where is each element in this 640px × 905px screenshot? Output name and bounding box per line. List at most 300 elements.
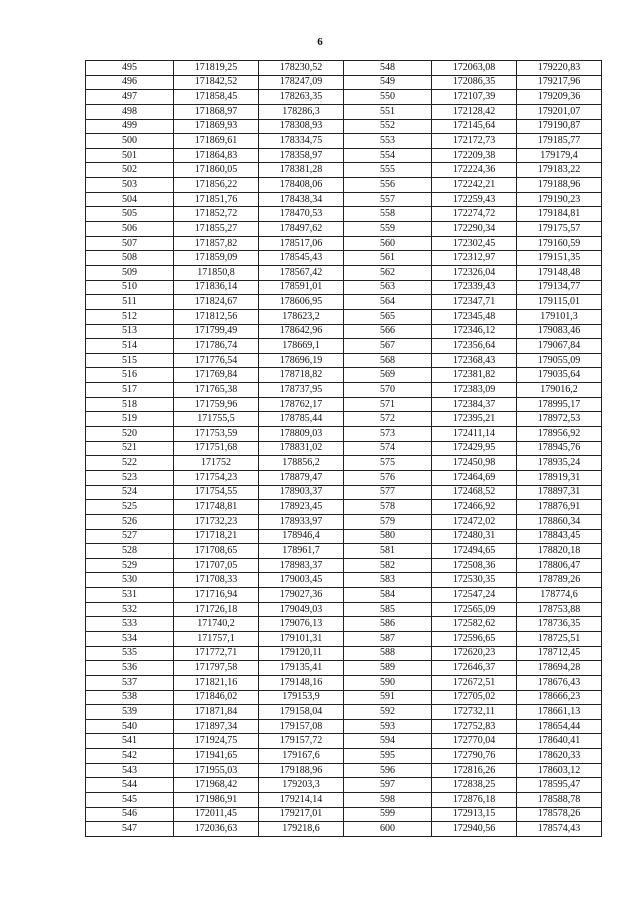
x-coordinate-right: 172494,65: [432, 544, 517, 559]
y-coordinate-right: 179175,57: [517, 222, 602, 237]
x-coordinate-right: 172464,69: [432, 470, 517, 485]
x-coordinate-right: 172547,24: [432, 588, 517, 603]
x-coordinate-left: 171850,8: [174, 265, 259, 280]
y-coordinate-right: 178972,53: [517, 412, 602, 427]
point-number-left: 500: [86, 134, 174, 149]
x-coordinate-right: 172224,36: [432, 163, 517, 178]
y-coordinate-left: 178497,62: [259, 222, 344, 237]
y-coordinate-left: 179203,3: [259, 778, 344, 793]
y-coordinate-right: 179115,01: [517, 295, 602, 310]
x-coordinate-left: 171812,56: [174, 309, 259, 324]
point-number-right: 592: [344, 705, 432, 720]
x-coordinate-left: 171871,84: [174, 705, 259, 720]
table-row: [86, 573, 602, 588]
x-coordinate-right: 172368,43: [432, 353, 517, 368]
point-number-right: 570: [344, 383, 432, 398]
y-coordinate-left: 178606,95: [259, 295, 344, 310]
point-number-right: 568: [344, 353, 432, 368]
point-number-right: 583: [344, 573, 432, 588]
y-coordinate-left: 179188,96: [259, 763, 344, 778]
table-row: [86, 427, 602, 442]
table-row: [86, 163, 602, 178]
x-coordinate-right: 172384,37: [432, 397, 517, 412]
page-number: 6: [317, 36, 323, 48]
point-number-right: 571: [344, 397, 432, 412]
y-coordinate-left: 178856,2: [259, 456, 344, 471]
table-row: [86, 544, 602, 559]
x-coordinate-left: 171799,49: [174, 324, 259, 339]
y-coordinate-right: 178806,47: [517, 558, 602, 573]
point-number-right: 569: [344, 368, 432, 383]
x-coordinate-left: 171716,94: [174, 588, 259, 603]
point-number-right: 599: [344, 807, 432, 822]
y-coordinate-right: 179188,96: [517, 178, 602, 193]
point-number-left: 528: [86, 544, 174, 559]
y-coordinate-left: 178961,7: [259, 544, 344, 559]
x-coordinate-right: 172345,48: [432, 309, 517, 324]
table-row: [86, 778, 602, 793]
y-coordinate-right: 179016,2: [517, 383, 602, 398]
point-number-right: 573: [344, 427, 432, 442]
table-row: [86, 602, 602, 617]
y-coordinate-right: 178919,31: [517, 470, 602, 485]
x-coordinate-right: 172480,31: [432, 529, 517, 544]
x-coordinate-left: 171754,55: [174, 485, 259, 500]
y-coordinate-right: 178725,51: [517, 631, 602, 646]
table-row: [86, 661, 602, 676]
y-coordinate-right: 178935,24: [517, 456, 602, 471]
point-number-left: 531: [86, 588, 174, 603]
point-number-right: 578: [344, 500, 432, 515]
point-number-left: 515: [86, 353, 174, 368]
y-coordinate-right: 178843,45: [517, 529, 602, 544]
y-coordinate-right: 178595,47: [517, 778, 602, 793]
table-row: [86, 75, 602, 90]
point-number-left: 541: [86, 734, 174, 749]
point-number-right: 582: [344, 558, 432, 573]
y-coordinate-left: 178381,28: [259, 163, 344, 178]
point-number-left: 547: [86, 822, 174, 837]
point-number-right: 595: [344, 749, 432, 764]
x-coordinate-right: 172940,56: [432, 822, 517, 837]
x-coordinate-left: 171740,2: [174, 617, 259, 632]
point-number-right: 555: [344, 163, 432, 178]
x-coordinate-left: 171897,34: [174, 719, 259, 734]
x-coordinate-left: 171846,02: [174, 690, 259, 705]
y-coordinate-right: 179148,48: [517, 265, 602, 280]
y-coordinate-right: 179160,59: [517, 236, 602, 251]
table-row: [86, 119, 602, 134]
x-coordinate-right: 172472,02: [432, 514, 517, 529]
x-coordinate-right: 172326,04: [432, 265, 517, 280]
x-coordinate-right: 172356,64: [432, 339, 517, 354]
y-coordinate-right: 178676,43: [517, 675, 602, 690]
x-coordinate-right: 172770,04: [432, 734, 517, 749]
point-number-left: 496: [86, 75, 174, 90]
x-coordinate-right: 172468,52: [432, 485, 517, 500]
table-row: [86, 236, 602, 251]
table-row: [86, 705, 602, 720]
point-number-right: 552: [344, 119, 432, 134]
x-coordinate-right: 172107,39: [432, 90, 517, 105]
point-number-right: 558: [344, 207, 432, 222]
x-coordinate-left: 171857,82: [174, 236, 259, 251]
y-coordinate-right: 179083,46: [517, 324, 602, 339]
point-number-right: 565: [344, 309, 432, 324]
y-coordinate-right: 178603,12: [517, 763, 602, 778]
y-coordinate-right: 178897,31: [517, 485, 602, 500]
y-coordinate-left: 178408,06: [259, 178, 344, 193]
y-coordinate-right: 178753,88: [517, 602, 602, 617]
point-number-left: 502: [86, 163, 174, 178]
point-number-left: 499: [86, 119, 174, 134]
point-number-left: 517: [86, 383, 174, 398]
y-coordinate-left: 178762,17: [259, 397, 344, 412]
y-coordinate-left: 179217,01: [259, 807, 344, 822]
y-coordinate-left: 179135,41: [259, 661, 344, 676]
table-row: [86, 90, 602, 105]
x-coordinate-left: 171797,58: [174, 661, 259, 676]
x-coordinate-right: 172646,37: [432, 661, 517, 676]
y-coordinate-right: 178661,13: [517, 705, 602, 720]
y-coordinate-left: 179120,11: [259, 646, 344, 661]
x-coordinate-left: 171751,68: [174, 441, 259, 456]
point-number-right: 560: [344, 236, 432, 251]
x-coordinate-right: 172672,51: [432, 675, 517, 690]
x-coordinate-right: 172145,64: [432, 119, 517, 134]
point-number-left: 536: [86, 661, 174, 676]
y-coordinate-right: 178666,23: [517, 690, 602, 705]
x-coordinate-right: 172450,98: [432, 456, 517, 471]
point-number-left: 504: [86, 192, 174, 207]
x-coordinate-right: 172913,15: [432, 807, 517, 822]
x-coordinate-right: 172790,76: [432, 749, 517, 764]
y-coordinate-left: 179003,45: [259, 573, 344, 588]
point-number-left: 534: [86, 631, 174, 646]
y-coordinate-right: 178789,26: [517, 573, 602, 588]
x-coordinate-right: 172816,26: [432, 763, 517, 778]
point-number-left: 526: [86, 514, 174, 529]
table-row: [86, 61, 602, 76]
y-coordinate-left: 179148,16: [259, 675, 344, 690]
y-coordinate-right: 178820,18: [517, 544, 602, 559]
x-coordinate-left: 171941,65: [174, 749, 259, 764]
y-coordinate-right: 178774,6: [517, 588, 602, 603]
point-number-left: 519: [86, 412, 174, 427]
point-number-right: 598: [344, 793, 432, 808]
x-coordinate-left: 171858,45: [174, 90, 259, 105]
y-coordinate-right: 179220,83: [517, 61, 602, 76]
point-number-left: 533: [86, 617, 174, 632]
point-number-right: 574: [344, 441, 432, 456]
x-coordinate-left: 171707,05: [174, 558, 259, 573]
y-coordinate-right: 179209,36: [517, 90, 602, 105]
point-number-left: 505: [86, 207, 174, 222]
x-coordinate-right: 172128,42: [432, 104, 517, 119]
x-coordinate-left: 172036,63: [174, 822, 259, 837]
x-coordinate-left: 171765,38: [174, 383, 259, 398]
point-number-right: 577: [344, 485, 432, 500]
y-coordinate-left: 178933,97: [259, 514, 344, 529]
point-number-left: 540: [86, 719, 174, 734]
point-number-left: 520: [86, 427, 174, 442]
y-coordinate-left: 178591,01: [259, 280, 344, 295]
y-coordinate-left: 178517,06: [259, 236, 344, 251]
point-number-left: 507: [86, 236, 174, 251]
y-coordinate-left: 178623,2: [259, 309, 344, 324]
table-row: [86, 514, 602, 529]
point-number-left: 498: [86, 104, 174, 119]
y-coordinate-left: 179214,14: [259, 793, 344, 808]
point-number-right: 563: [344, 280, 432, 295]
point-number-left: 514: [86, 339, 174, 354]
x-coordinate-right: 172209,38: [432, 148, 517, 163]
x-coordinate-right: 172395,21: [432, 412, 517, 427]
y-coordinate-left: 178983,37: [259, 558, 344, 573]
y-coordinate-left: 178334,75: [259, 134, 344, 149]
y-coordinate-right: 179190,23: [517, 192, 602, 207]
table-row: [86, 251, 602, 266]
y-coordinate-right: 179190,87: [517, 119, 602, 134]
y-coordinate-left: 178470,53: [259, 207, 344, 222]
table-row: [86, 412, 602, 427]
point-number-right: 600: [344, 822, 432, 837]
y-coordinate-left: 178718,82: [259, 368, 344, 383]
y-coordinate-left: 178737,95: [259, 383, 344, 398]
x-coordinate-right: 172620,23: [432, 646, 517, 661]
point-number-right: 590: [344, 675, 432, 690]
table-row: [86, 470, 602, 485]
point-number-right: 561: [344, 251, 432, 266]
x-coordinate-right: 172752,83: [432, 719, 517, 734]
y-coordinate-right: 178694,28: [517, 661, 602, 676]
point-number-left: 497: [86, 90, 174, 105]
table-row: [86, 485, 602, 500]
y-coordinate-right: 178654,44: [517, 719, 602, 734]
x-coordinate-left: 171821,16: [174, 675, 259, 690]
y-coordinate-right: 179055,09: [517, 353, 602, 368]
point-number-left: 542: [86, 749, 174, 764]
y-coordinate-left: 178809,03: [259, 427, 344, 442]
x-coordinate-left: 171869,93: [174, 119, 259, 134]
point-number-right: 566: [344, 324, 432, 339]
x-coordinate-right: 172466,92: [432, 500, 517, 515]
y-coordinate-right: 179201,07: [517, 104, 602, 119]
table-row: [86, 631, 602, 646]
y-coordinate-right: 178574,43: [517, 822, 602, 837]
point-number-right: 572: [344, 412, 432, 427]
point-number-left: 508: [86, 251, 174, 266]
y-coordinate-left: 178230,52: [259, 61, 344, 76]
table-row: [86, 207, 602, 222]
point-number-left: 539: [86, 705, 174, 720]
table-row: [86, 617, 602, 632]
point-number-left: 529: [86, 558, 174, 573]
y-coordinate-right: 178995,17: [517, 397, 602, 412]
x-coordinate-right: 172259,43: [432, 192, 517, 207]
x-coordinate-left: 171752: [174, 456, 259, 471]
table-row: [86, 339, 602, 354]
y-coordinate-left: 178286,3: [259, 104, 344, 119]
x-coordinate-left: 171755,5: [174, 412, 259, 427]
table-row: [86, 690, 602, 705]
x-coordinate-right: 172411,14: [432, 427, 517, 442]
table-row: [86, 529, 602, 544]
x-coordinate-right: 172381,82: [432, 368, 517, 383]
table-row: [86, 148, 602, 163]
x-coordinate-left: 171726,18: [174, 602, 259, 617]
y-coordinate-left: 179158,04: [259, 705, 344, 720]
table-row: [86, 646, 602, 661]
y-coordinate-left: 179076,13: [259, 617, 344, 632]
x-coordinate-right: 172339,43: [432, 280, 517, 295]
table-row: [86, 763, 602, 778]
point-number-right: 576: [344, 470, 432, 485]
y-coordinate-left: 178642,96: [259, 324, 344, 339]
x-coordinate-right: 172274,72: [432, 207, 517, 222]
table-row: [86, 368, 602, 383]
point-number-right: 585: [344, 602, 432, 617]
point-number-left: 501: [86, 148, 174, 163]
point-number-right: 556: [344, 178, 432, 193]
point-number-left: 523: [86, 470, 174, 485]
table-row: [86, 793, 602, 808]
y-coordinate-right: 179183,22: [517, 163, 602, 178]
table-row: [86, 104, 602, 119]
table-row: [86, 383, 602, 398]
table-row: [86, 441, 602, 456]
y-coordinate-left: 178946,4: [259, 529, 344, 544]
table-row: [86, 807, 602, 822]
x-coordinate-left: 171859,09: [174, 251, 259, 266]
y-coordinate-left: 179218,6: [259, 822, 344, 837]
x-coordinate-left: 171786,74: [174, 339, 259, 354]
x-coordinate-left: 171708,33: [174, 573, 259, 588]
point-number-left: 525: [86, 500, 174, 515]
y-coordinate-left: 178358,97: [259, 148, 344, 163]
x-coordinate-left: 171868,97: [174, 104, 259, 119]
y-coordinate-left: 179157,72: [259, 734, 344, 749]
x-coordinate-left: 171776,54: [174, 353, 259, 368]
point-number-left: 513: [86, 324, 174, 339]
point-number-right: 587: [344, 631, 432, 646]
point-number-left: 537: [86, 675, 174, 690]
x-coordinate-right: 172876,18: [432, 793, 517, 808]
y-coordinate-right: 178712,45: [517, 646, 602, 661]
point-number-left: 546: [86, 807, 174, 822]
table-row: [86, 558, 602, 573]
y-coordinate-right: 178860,34: [517, 514, 602, 529]
table-row: [86, 295, 602, 310]
x-coordinate-right: 172582,62: [432, 617, 517, 632]
y-coordinate-left: 178308,93: [259, 119, 344, 134]
x-coordinate-right: 172732,11: [432, 705, 517, 720]
y-coordinate-left: 179101,31: [259, 631, 344, 646]
y-coordinate-right: 178620,33: [517, 749, 602, 764]
x-coordinate-left: 171819,25: [174, 61, 259, 76]
point-number-right: 579: [344, 514, 432, 529]
point-number-right: 567: [344, 339, 432, 354]
x-coordinate-left: 171759,96: [174, 397, 259, 412]
y-coordinate-left: 178669,1: [259, 339, 344, 354]
point-number-left: 532: [86, 602, 174, 617]
y-coordinate-right: 179134,77: [517, 280, 602, 295]
x-coordinate-left: 171732,23: [174, 514, 259, 529]
table-row: [86, 719, 602, 734]
point-number-right: 589: [344, 661, 432, 676]
y-coordinate-left: 178923,45: [259, 500, 344, 515]
x-coordinate-left: 171968,42: [174, 778, 259, 793]
x-coordinate-right: 172530,35: [432, 573, 517, 588]
point-number-left: 512: [86, 309, 174, 324]
x-coordinate-right: 172302,45: [432, 236, 517, 251]
x-coordinate-right: 172242,21: [432, 178, 517, 193]
point-number-right: 564: [344, 295, 432, 310]
x-coordinate-left: 171718,21: [174, 529, 259, 544]
y-coordinate-left: 179157,08: [259, 719, 344, 734]
point-number-left: 530: [86, 573, 174, 588]
point-number-left: 538: [86, 690, 174, 705]
x-coordinate-left: 171955,03: [174, 763, 259, 778]
table-row: [86, 397, 602, 412]
x-coordinate-left: 171842,52: [174, 75, 259, 90]
point-number-right: 586: [344, 617, 432, 632]
x-coordinate-left: 171753,59: [174, 427, 259, 442]
x-coordinate-left: 172011,45: [174, 807, 259, 822]
coordinates-table-body: [86, 61, 602, 837]
x-coordinate-left: 171869,61: [174, 134, 259, 149]
point-number-right: 580: [344, 529, 432, 544]
table-row: [86, 309, 602, 324]
x-coordinate-right: 172429,95: [432, 441, 517, 456]
point-number-left: 516: [86, 368, 174, 383]
point-number-left: 535: [86, 646, 174, 661]
y-coordinate-left: 179153,9: [259, 690, 344, 705]
table-row: [86, 324, 602, 339]
table-row: [86, 675, 602, 690]
y-coordinate-right: 179101,3: [517, 309, 602, 324]
y-coordinate-left: 178247,09: [259, 75, 344, 90]
x-coordinate-right: 172596,65: [432, 631, 517, 646]
point-number-left: 522: [86, 456, 174, 471]
x-coordinate-left: 171924,75: [174, 734, 259, 749]
point-number-right: 553: [344, 134, 432, 149]
x-coordinate-left: 171860,05: [174, 163, 259, 178]
x-coordinate-right: 172383,09: [432, 383, 517, 398]
table-row: [86, 500, 602, 515]
point-number-right: 548: [344, 61, 432, 76]
point-number-left: 524: [86, 485, 174, 500]
y-coordinate-left: 178831,02: [259, 441, 344, 456]
point-number-left: 503: [86, 178, 174, 193]
point-number-right: 550: [344, 90, 432, 105]
point-number-left: 506: [86, 222, 174, 237]
x-coordinate-left: 171748,81: [174, 500, 259, 515]
y-coordinate-right: 178736,35: [517, 617, 602, 632]
point-number-left: 521: [86, 441, 174, 456]
point-number-left: 545: [86, 793, 174, 808]
y-coordinate-right: 179185,77: [517, 134, 602, 149]
table-row: [86, 749, 602, 764]
y-coordinate-right: 178945,76: [517, 441, 602, 456]
x-coordinate-left: 171769,84: [174, 368, 259, 383]
point-number-right: 594: [344, 734, 432, 749]
x-coordinate-left: 171772,71: [174, 646, 259, 661]
point-number-right: 551: [344, 104, 432, 119]
point-number-right: 584: [344, 588, 432, 603]
y-coordinate-left: 178567,42: [259, 265, 344, 280]
x-coordinate-right: 172172,73: [432, 134, 517, 149]
